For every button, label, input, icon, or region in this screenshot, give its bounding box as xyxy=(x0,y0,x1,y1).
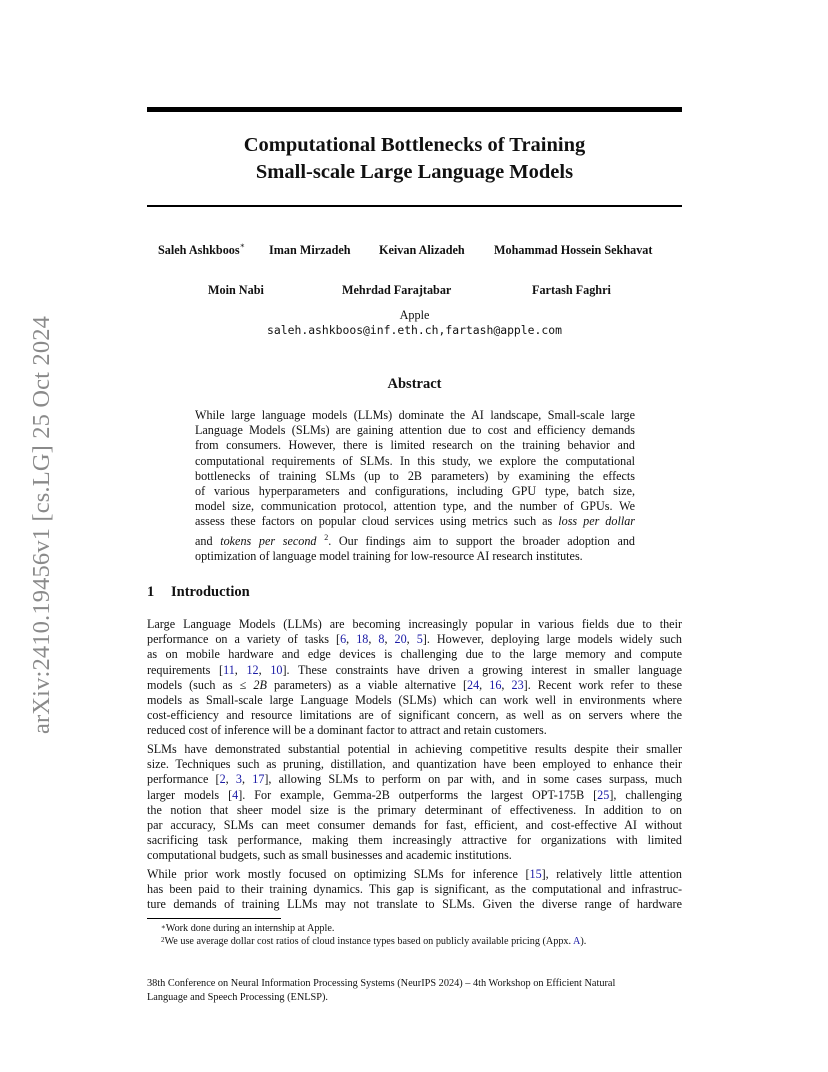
conference-line: 38th Conference on Neural Information Processing Systems (NeurIPS 2024) – 4th Workshop on Efficient Natural xyxy=(147,978,616,989)
citation-link[interactable]: 11 xyxy=(223,662,235,677)
body-paragraph xyxy=(147,867,682,913)
author-name: Mehrdad Farajtabar xyxy=(342,283,452,297)
abstract-body xyxy=(195,408,635,564)
citation-link[interactable]: 6 xyxy=(340,632,347,647)
affiliation: Apple xyxy=(399,308,430,322)
author-name: Keivan Alizadeh xyxy=(379,243,465,257)
paper-title xyxy=(147,132,682,186)
author-name: Moin Nabi xyxy=(208,283,264,297)
abstract-line: model size, communication protocol, attention type, and the number of GPUs. We xyxy=(195,499,635,514)
citation-link[interactable]: 10 xyxy=(270,662,283,677)
author-name: Fartash Faghri xyxy=(532,283,611,297)
footnote-mark: 2 xyxy=(161,936,165,945)
text-line: ture demands of training LLMs may not translate to SLMs. Given the diverse range of hardware xyxy=(147,897,682,912)
footnote: ∗Work done during an internship at Apple. xyxy=(161,923,335,934)
citation-link[interactable]: 12 xyxy=(246,662,259,677)
conference-note xyxy=(147,977,682,1004)
text-line: reduced cost of inference will be a dominant factor to attract and retain customers. xyxy=(147,723,547,738)
text-line: par accuracy, SLMs can meet consumer demands for fast, efficient, and cost-effective AI without xyxy=(147,818,682,833)
appendix-link[interactable]: A xyxy=(573,936,581,948)
abstract-line: optimization of language model training for low-resource AI research institutes. xyxy=(195,548,583,563)
title-line-1: Computational Bottlenecks of Training xyxy=(243,134,586,156)
author-footnote-mark: ∗ xyxy=(239,241,246,250)
section-title: Introduction xyxy=(171,584,250,600)
abstract-line: bottlenecks of training SLMs (up to 2B parameters) by examining the effects xyxy=(195,468,635,483)
citation-link[interactable]: 3 xyxy=(235,772,242,787)
citation-link[interactable]: 17 xyxy=(252,772,265,787)
text-line: requirements [11, 12, 10]. These constraints have driven a growing interest in smaller language xyxy=(147,662,682,677)
title-bottom-rule xyxy=(147,205,682,207)
author-name: Saleh Ashkboos∗ xyxy=(158,241,246,257)
abstract-line: assess these factors on popular cloud services using metrics such as loss per dollar xyxy=(195,514,635,529)
text-line: computational budgets, such as small businesses and academic institutions. xyxy=(147,848,512,863)
arxiv-identifier: arXiv:2410.19456v1 [cs.LG] 25 Oct 2024 xyxy=(28,315,55,735)
body-paragraph xyxy=(147,742,682,864)
abstract-italic-term: loss per dollar xyxy=(558,514,635,529)
text-line: performance [2, 3, 17], allowing SLMs to perform on par with, and in some cases surpass, much xyxy=(147,772,683,787)
abstract-heading: Abstract xyxy=(387,376,442,392)
footnotes xyxy=(147,922,682,949)
citation-link[interactable]: 2 xyxy=(219,772,226,787)
abstract-line: Language Models (SLMs) are gaining attention due to cost and efficiency demands xyxy=(195,423,635,438)
footnote: $^2$We use average dollar cost ratios of cloud instance types based on publicly available pricing (Appx. A). xyxy=(161,936,587,948)
text-line: the notion that sheer model size is the primary determinant of effectiveness. In addition to on xyxy=(147,802,682,817)
text-line: cost-efficiency and resource limitations are of significant concern, as well as on servers where the xyxy=(147,708,682,723)
citation-link[interactable]: 5 xyxy=(416,632,423,647)
citation-link[interactable]: 24 xyxy=(467,677,480,692)
abstract-line: computational requirements of SLMs. In this study, we explore the computational xyxy=(195,453,635,468)
citation-link[interactable]: 4 xyxy=(232,787,239,802)
title-line-2: Small-scale Large Language Models xyxy=(255,161,574,183)
text-line: models (such as ≤ 2B parameters) as a viable alternative [24, 16, 23]. Recent work refer to these xyxy=(147,677,682,692)
text-line: performance on a variety of tasks [6, 18, 8, 20, 5]. However, deploying large models widely such xyxy=(147,632,682,647)
citation-link[interactable]: 25 xyxy=(597,787,610,802)
author-name: Iman Mirzadeh xyxy=(269,243,351,257)
citation-link[interactable]: 15 xyxy=(529,867,542,881)
abstract-line: While large language models (LLMs) dominate the AI landscape, Small-scale large xyxy=(195,408,635,422)
citation-link[interactable]: 16 xyxy=(489,677,502,692)
text-line: has been paid to their training dynamics. This gap is significant, as the computational and infrastruc- xyxy=(147,882,682,897)
footnote-mark: ∗ xyxy=(161,923,166,931)
citation-link[interactable]: 18 xyxy=(356,632,369,647)
footnote-rule xyxy=(147,918,281,919)
arxiv-sidebar xyxy=(22,290,62,760)
text-line: larger models [4]. For example, Gemma-2B outperforms the largest OPT-175B [25], challenging xyxy=(147,787,682,802)
abstract-line: of various hyperparameters and configurations, including GPU type, batch size, xyxy=(195,484,635,499)
text-line: as on mobile hardware and edge devices is challenging due to the large memory and compute xyxy=(147,647,682,662)
text-line: SLMs have demonstrated substantial potential in achieving competitive results despite their smaller xyxy=(147,742,682,756)
abstract-italic-term: tokens per second xyxy=(220,533,317,548)
section-number: 1 xyxy=(147,584,155,600)
text-line: Large Language Models (LLMs) are becoming increasingly popular in various fields due to their xyxy=(147,617,682,631)
citation-link[interactable]: 8 xyxy=(378,632,385,647)
citation-link[interactable]: 20 xyxy=(394,632,407,647)
text-line: While prior work mostly focused on optimizing SLMs for inference [15], relatively little attention xyxy=(147,867,682,881)
text-line: models as Small-scale large Language Models (SLMs) which can work well in environments where xyxy=(147,693,682,708)
abstract-line: from consumers. However, there is limited research on the training behavior and xyxy=(195,438,635,453)
math-expression: 2B xyxy=(253,677,267,692)
footnote-ref: 2 xyxy=(324,532,329,542)
title-top-rule xyxy=(147,107,682,112)
section-heading xyxy=(147,584,250,601)
conference-line: Language and Speech Processing (ENLSP). xyxy=(147,991,329,1003)
author-emails: saleh.ashkboos@inf.eth.ch,fartash@apple.com xyxy=(267,323,562,337)
text-line: sacrificing task performance, making them increasingly attractive for organizations with limited xyxy=(147,833,682,848)
abstract-line: and tokens per second $^2$. Our findings aim to support the broader adoption and xyxy=(195,532,635,548)
text-line: size. Techniques such as pruning, distillation, and quantization have been employed to enhance their xyxy=(147,757,682,772)
author-name: Mohammad Hossein Sekhavat xyxy=(494,243,653,257)
body-paragraph xyxy=(147,617,682,739)
citation-link[interactable]: 23 xyxy=(511,677,524,692)
